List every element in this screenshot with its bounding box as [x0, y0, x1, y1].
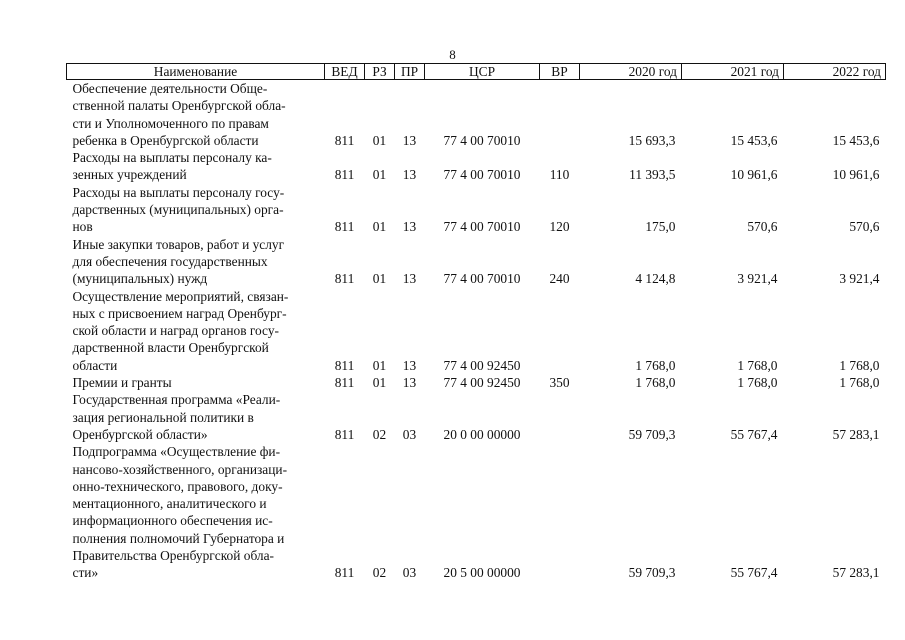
row-name-line: Премии и гранты [72, 375, 172, 391]
row-csr: 77 4 00 70010 [443, 132, 521, 148]
row-2022: 3 921,4 [839, 271, 880, 287]
row-rz: 01 [372, 132, 387, 148]
row-name-line: Осуществление мероприятий, связан- [72, 288, 289, 304]
row-name-line: Расходы на выплаты персоналу госу- [72, 184, 285, 200]
row-name-line: ской области и наград органов госу- [72, 323, 279, 339]
row-2021: 55 767,4 [730, 426, 778, 442]
row-name-line: Расходы на выплаты персоналу ка- [72, 150, 272, 166]
row-vr [540, 288, 580, 374]
row-name-line: сти и Уполномоченного по правам [72, 115, 269, 131]
row-2021: 1 768,0 [737, 357, 778, 373]
row-2021: 55 767,4 [730, 565, 778, 581]
row-name-line: зация региональной политики в [72, 409, 254, 425]
row-name-line: Обеспечение деятельности Обще- [72, 81, 268, 96]
row-name-line: ственной палаты Оренбургской обла- [72, 98, 286, 114]
row-pr: 13 [402, 132, 417, 148]
row-csr: 77 4 00 92450 [443, 375, 521, 391]
row-2022: 570,6 [849, 219, 880, 235]
row-2021: 570,6 [747, 219, 778, 235]
row-name-line: Правительства Оренбургской обла- [72, 548, 275, 564]
table-row [67, 80, 886, 150]
row-name-line: нансово-хозяйственного, организаци- [72, 461, 288, 477]
row-2022: 1 768,0 [839, 357, 880, 373]
row-ved: 811 [334, 375, 355, 391]
row-name-line: онно-технического, правового, доку- [72, 478, 283, 494]
row-name-line: полнения полномочий Губернатора и [72, 530, 285, 546]
row-name-line: Государственная программа «Реали- [72, 392, 281, 408]
row-csr: 77 4 00 92450 [443, 357, 521, 373]
row-name-line: (муниципальных) нужд [72, 271, 208, 287]
row-name [67, 184, 325, 236]
row-2020: 59 709,3 [628, 426, 676, 442]
row-pr: 13 [402, 219, 417, 235]
row-ved: 811 [334, 167, 355, 183]
row-2021: 3 921,4 [737, 271, 778, 287]
row-vr: 350 [549, 375, 570, 391]
table-row [67, 374, 886, 391]
table-row [67, 149, 886, 184]
row-csr: 20 0 00 00000 [443, 426, 521, 442]
row-name-line: области [72, 357, 118, 373]
row-pr: 03 [402, 426, 417, 442]
row-name-line: сти» [72, 565, 99, 581]
row-csr: 20 5 00 00000 [443, 565, 521, 581]
row-name-line: нов [72, 219, 93, 235]
table-row [67, 443, 886, 581]
row-rz: 02 [372, 565, 387, 581]
row-name-line: ребенка в Оренбургской области [72, 132, 259, 148]
row-rz: 01 [372, 375, 387, 391]
header-pr: ПР [395, 64, 425, 80]
row-2021: 10 961,6 [730, 167, 778, 183]
row-2022: 57 283,1 [832, 426, 880, 442]
row-name [67, 149, 325, 184]
row-2022: 15 453,6 [832, 132, 880, 148]
row-rz: 01 [372, 219, 387, 235]
row-name [67, 374, 325, 391]
header-2022: 2022 год [784, 64, 886, 80]
row-2020: 59 709,3 [628, 565, 676, 581]
row-vr: 110 [549, 167, 570, 183]
budget-table [66, 63, 886, 582]
table-row [67, 236, 886, 288]
row-name [67, 443, 325, 581]
table-header-row [67, 64, 886, 80]
table-row [67, 184, 886, 236]
row-name-line: информационного обеспечения ис- [72, 513, 273, 529]
row-name-line: ментационного, аналитического и [72, 496, 267, 512]
row-pr: 13 [402, 357, 417, 373]
row-name-line: дарственных (муниципальных) орга- [72, 202, 284, 218]
row-csr: 77 4 00 70010 [443, 271, 521, 287]
row-ved: 811 [334, 357, 355, 373]
row-pr: 13 [402, 271, 417, 287]
row-2022: 57 283,1 [832, 565, 880, 581]
page-number: 8 [449, 47, 456, 62]
header-rz: РЗ [365, 64, 395, 80]
row-csr: 77 4 00 70010 [443, 167, 521, 183]
row-rz: 01 [372, 271, 387, 287]
row-name-line: ных с присвоением наград Оренбург- [72, 305, 287, 321]
header-csr: ЦСР [425, 64, 540, 80]
row-ved: 811 [334, 271, 355, 287]
header-ved: ВЕД [325, 64, 365, 80]
header-name: Наименование [67, 64, 325, 80]
header-2021: 2021 год [682, 64, 784, 80]
table-row [67, 391, 886, 443]
row-2022: 10 961,6 [832, 167, 880, 183]
row-vr [540, 391, 580, 443]
row-rz: 02 [372, 426, 387, 442]
row-2021: 15 453,6 [730, 132, 778, 148]
row-name [67, 80, 325, 150]
header-vr: ВР [540, 64, 580, 80]
row-name-line: Оренбургской области» [72, 426, 208, 442]
row-ved: 811 [334, 219, 355, 235]
table-row [67, 288, 886, 374]
row-rz: 01 [372, 167, 387, 183]
row-2020: 15 693,3 [628, 132, 676, 148]
row-pr: 13 [402, 167, 417, 183]
row-pr: 13 [402, 375, 417, 391]
row-2022: 1 768,0 [839, 375, 880, 391]
row-name-line: дарственной власти Оренбургской [72, 340, 269, 356]
row-2021: 1 768,0 [737, 375, 778, 391]
row-2020: 4 124,8 [635, 271, 676, 287]
row-ved: 811 [334, 565, 355, 581]
row-2020: 11 393,5 [629, 167, 676, 183]
row-vr [540, 80, 580, 150]
row-pr: 03 [402, 565, 417, 581]
header-2020: 2020 год [580, 64, 682, 80]
row-vr [540, 443, 580, 581]
row-name-line: зенных учреждений [72, 167, 187, 183]
row-2020: 175,0 [645, 219, 676, 235]
row-csr: 77 4 00 70010 [443, 219, 521, 235]
row-ved: 811 [334, 426, 355, 442]
row-2020: 1 768,0 [635, 357, 676, 373]
row-vr: 240 [549, 271, 570, 287]
row-name [67, 236, 325, 288]
row-2020: 1 768,0 [635, 375, 676, 391]
row-name [67, 391, 325, 443]
table-body [67, 80, 886, 582]
row-ved: 811 [334, 132, 355, 148]
row-name-line: Подпрограмма «Осуществление фи- [72, 444, 281, 460]
row-rz: 01 [372, 357, 387, 373]
row-name [67, 288, 325, 374]
row-name-line: Иные закупки товаров, работ и услуг [72, 236, 285, 252]
row-vr: 120 [549, 219, 570, 235]
row-name-line: для обеспечения государственных [72, 253, 268, 269]
